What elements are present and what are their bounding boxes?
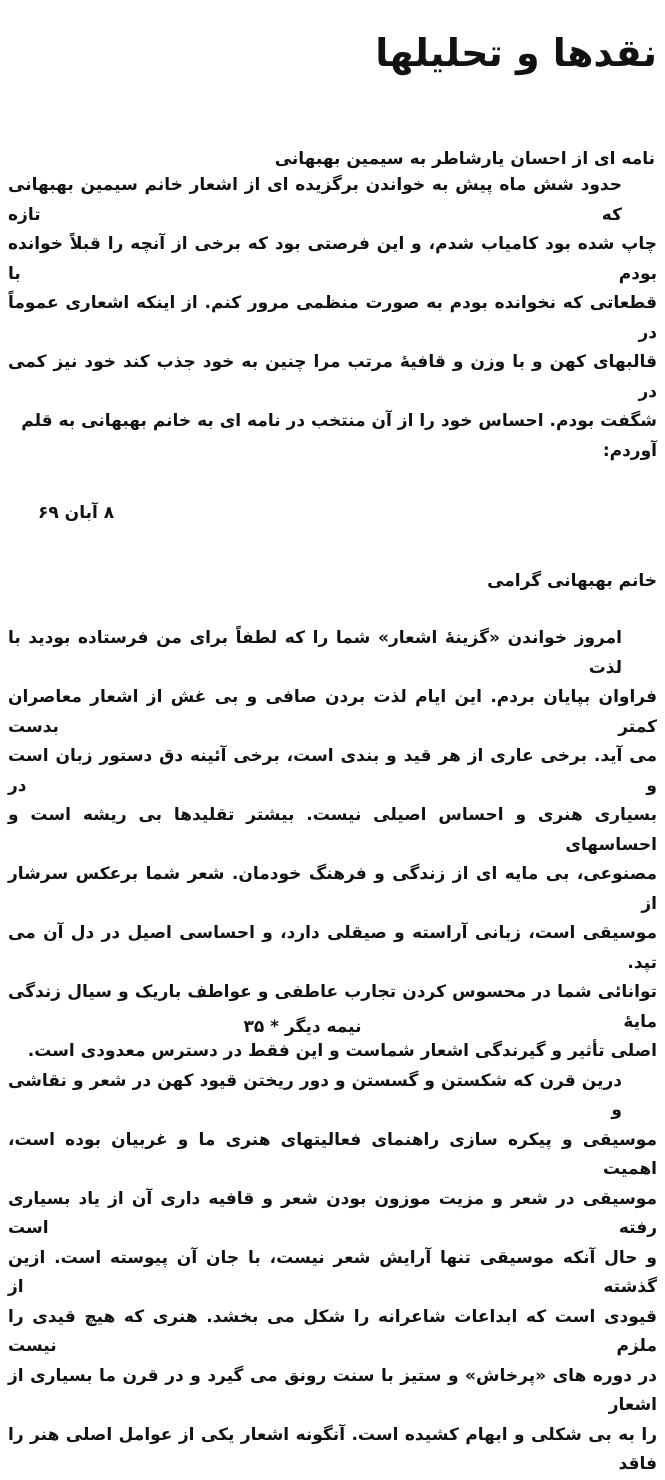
- text-line: در دوره های «پرخاش» و ستیز با سنت رونق می گیرد و در قرن ما بسیاری از اشعار: [8, 1365, 657, 1415]
- text-line: توانائی شما در محسوس کردن تجارب عاطفی و عواطف باریک و سیال زندگی مایهٔ: [8, 982, 657, 1032]
- page-title: نقدها و تحلیلها: [375, 31, 657, 75]
- text-line: بسیاری هنری و احساس اصیلی نیست. بیشتر تقلیدها بی ریشه است و احساسهای: [8, 805, 657, 855]
- text-line: می آید. برخی عاری از هر قید و بندی است، برخی آئینه دق دستور زبان است و در: [8, 746, 657, 796]
- page-footer: نیمه دیگر * ۳۵: [243, 1017, 362, 1037]
- text-line: حدود شش ماه پیش به خواندن برگزیده ای از اشعار خانم سیمین بهبهانی که تازه: [8, 175, 622, 225]
- article-subtitle: نامه ای از احسان یارشاطر به سیمین بهبهانی: [274, 149, 655, 169]
- letter-date: [8, 500, 657, 526]
- text-line: امروز خواندن «گزینهٔ اشعار» شما را که لطفاً برای من فرستاده بودید با لذت: [8, 628, 622, 678]
- text-line: و حال آنکه موسیقی تنها آرایش شعر نیست، با جان آن پیوسته است. ازین گذشته از: [8, 1247, 657, 1297]
- text-line: مصنوعی، بی مایه ای از زندگی و فرهنگ خودمان. شعر شما برعکس سرشار از: [8, 864, 657, 914]
- text-line: موسیقی است، زبانی آراسته و صیقلی دارد، و احساسی اصیل در دل آن می تپد.: [8, 923, 657, 973]
- letter-salutation: خانم بهبهانی گرامی: [487, 571, 657, 591]
- text-line: موسیقی در شعر و مزیت موزون بودن شعر و قافیه داری آن از یاد بسیاری رفته است: [8, 1188, 657, 1238]
- text-line: چاپ شده بود کامیاب شدم، و این فرصتی بود که برخی از آنچه را قبلاً خوانده بودم با: [8, 234, 657, 284]
- text-line: درین قرن که شکستن و گسستن و دور ریختن قیود کهن در شعر و نقاشی و: [8, 1070, 622, 1120]
- letter-body: [8, 624, 657, 1480]
- text-line: را به بی شکلی و ابهام کشیده است. آنگونه اشعار یکی از عوامل اصلی هنر را فاقد: [8, 1424, 657, 1474]
- text-line: اصلی تأثیر و گیرندگی اشعار شماست و این فقط در دسترس معدودی است.: [27, 1041, 657, 1061]
- text-line: قالبهای کهن و با وزن و قافیهٔ مرتب مرا چنین به خود جذب کند خود نیز کمی در: [8, 352, 657, 402]
- intro-paragraph: [8, 171, 657, 466]
- text-line: فراوان بپایان بردم. این ایام لذت بردن صافی و بی غش از اشعار معاصران کمتر بدست: [8, 687, 657, 737]
- letter-paragraph-1: [8, 624, 657, 1067]
- letter-date-value: ۸ آبان ۶۹: [38, 503, 115, 523]
- text-line: موسیقی و پیکره سازی راهنمای فعالیتهای هنری ما و غربیان بوده است، اهمیت: [8, 1129, 657, 1179]
- text-line: شگفت بودم. احساس خود را از آن منتخب در نامه ای به خانم بهبهانی به قلم آوردم:: [21, 411, 657, 461]
- text-line: قیودی است که ابداعات شاعرانه را شکل می بخشد. هنری که هیچ قیدی را ملزم نیست: [8, 1306, 657, 1356]
- letter-paragraph-2: [8, 1067, 657, 1480]
- text-line: قطعاتی که نخوانده بودم به صورت منظمی مرور کنم. از اینکه اشعاری عموماً در: [8, 293, 657, 343]
